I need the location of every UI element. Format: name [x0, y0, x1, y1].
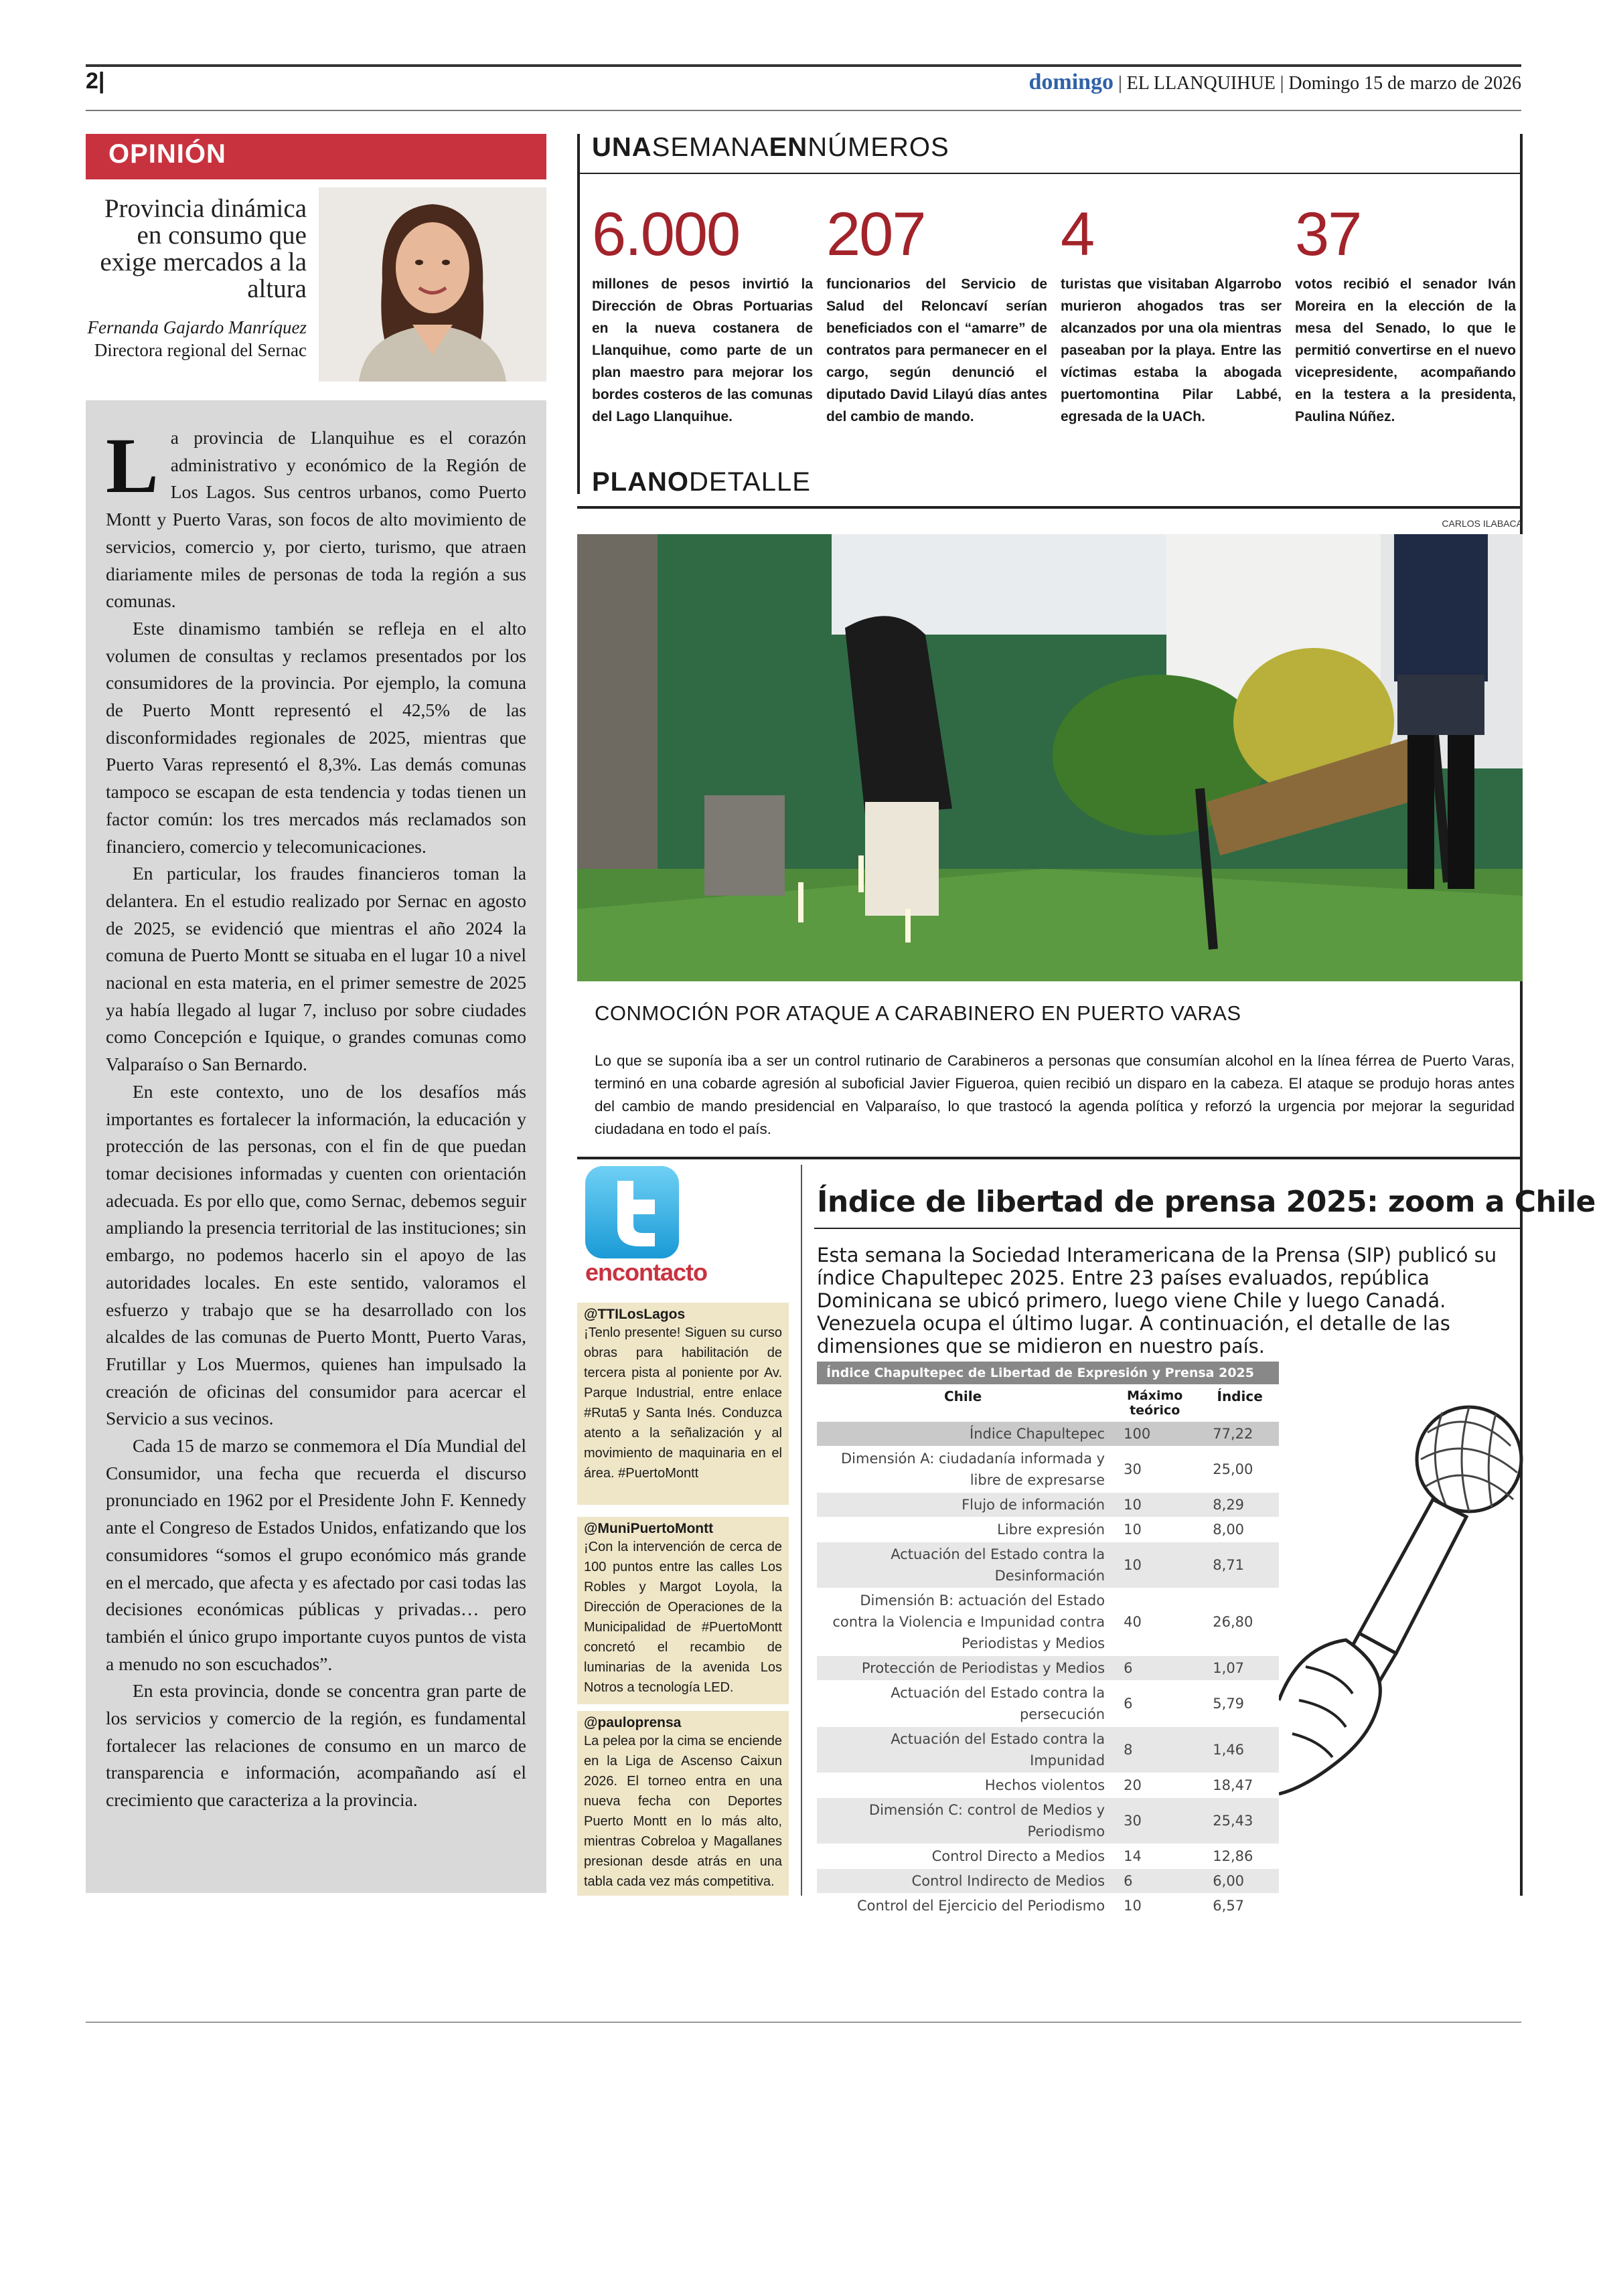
row-label: Control Directo a Medios: [817, 1844, 1109, 1869]
table-row: [817, 1681, 1279, 1727]
issue-date: Domingo 15 de marzo de 2026: [1288, 73, 1521, 94]
row-label: Actuación del Estado contra la persecución: [817, 1681, 1109, 1727]
tweet-handle: @pauloprensa: [584, 1715, 682, 1730]
plano-top-rule: [577, 506, 1523, 509]
twitter-t-icon: [585, 1166, 679, 1258]
chapultepec-table: [817, 1362, 1279, 1918]
opinion-paragraph: En esta provincia, donde se concentra gran parte de los servicios y comercio de la región, es fundamental fortalecer las relaciones de consumo en un marco de transparencia e información, acompañando así el crecimiento que caracteriza a la provincia.: [106, 1680, 526, 1811]
row-max: 6: [1109, 1681, 1201, 1727]
publication-name: | EL LLANQUIHUE |: [1118, 73, 1284, 94]
number-text: votos recibió el senador Iván Moreira en la elección de la mesa del Senado, lo que le permitió convertirse en el nuevo vicepresidente, acompañando en la testera a la presidenta, Paulina Núñez.: [1295, 276, 1516, 424]
row-index: 5,79: [1201, 1681, 1279, 1727]
twitter-divider: [801, 1165, 802, 1896]
top-rule: [86, 64, 1521, 67]
row-max: 100: [1109, 1422, 1201, 1447]
row-max: 10: [1109, 1518, 1201, 1542]
plano-bottom-rule: [577, 1157, 1523, 1159]
microphone-hand-icon: [1279, 1386, 1527, 1881]
tweet-card: [577, 1303, 789, 1505]
row-label: Libre expresión: [817, 1518, 1109, 1542]
number-text: turistas que visitaban Algarrobo murieron ahogados tras ser alcanzados por una ola mientras paseaban por la playa. Entre las víctimas estaba la abogada puertomontina Pilar Labbé, egresada de la UACh.: [1061, 276, 1282, 424]
table-caption: Índice Chapultepec de Libertad de Expresión y Prensa 2025: [817, 1362, 1279, 1384]
table-row: [817, 1656, 1279, 1681]
encontacto-label: encontacto: [585, 1258, 708, 1286]
row-index: 8,00: [1201, 1518, 1279, 1542]
row-max: 10: [1109, 1493, 1201, 1518]
table-row: [817, 1844, 1279, 1869]
news-body: Lo que se suponía iba a ser un control rutinario de Carabineros a personas que consumían alcohol en la línea férrea de Puerto Varas, terminó en una cobarde agresión al suboficial Javier Figueroa, quien recibió un disparo en la cabeza. El ataque se produjo horas antes del cambio de mando presidencial en Valparaíso, lo que trastocó la agenda política y reforzó la urgencia por mejorar la seguridad ciudadana en todo el país.: [595, 1052, 1515, 1137]
tweet-text: ¡Con la intervención de cerca de 100 puntos entre las calles Los Robles y Margot Loyola, la Dirección de Operaciones de la Municipalidad de #PuertoMontt concretó el recambio de luminarias de la avenida Los Notros a tecnología LED.: [584, 1540, 782, 1695]
section-name: domingo: [1028, 70, 1114, 94]
row-max: 8: [1109, 1727, 1201, 1773]
column-header-max: Máximo teórico: [1109, 1384, 1201, 1422]
table-row: [817, 1493, 1279, 1518]
vigil-photo-illustration: [577, 534, 1523, 981]
week-numbers-heading: UNASEMANAENNÚMEROS: [592, 133, 949, 162]
number-item: [592, 201, 813, 428]
row-max: 6: [1109, 1656, 1201, 1681]
row-index: 8,71: [1201, 1542, 1279, 1588]
opinion-banner: [86, 134, 546, 179]
row-max: 10: [1109, 1894, 1201, 1918]
row-label: Hechos violentos: [817, 1773, 1109, 1798]
table-row: [817, 1727, 1279, 1773]
row-index: 6,00: [1201, 1869, 1279, 1894]
row-label: Control del Ejercicio del Periodismo: [817, 1894, 1109, 1918]
number-item: [826, 201, 1047, 428]
drop-cap: L: [106, 422, 159, 509]
footer-rule: [86, 2022, 1521, 2023]
opinion-banner-label: OPINIÓN: [108, 139, 226, 169]
row-index: 25,00: [1201, 1447, 1279, 1493]
row-max: 30: [1109, 1798, 1201, 1844]
row-max: 14: [1109, 1844, 1201, 1869]
press-title-rule: [814, 1228, 1523, 1229]
plano-detalle-heading: PLANODETALLE: [592, 467, 811, 497]
row-index: 8,29: [1201, 1493, 1279, 1518]
row-label: Dimensión A: ciudadanía informada y libre de expresarse: [817, 1447, 1109, 1493]
news-headline: CONMOCIÓN POR ATAQUE A CARABINERO EN PUERTO VARAS: [595, 1001, 1241, 1025]
number-value: 207: [826, 200, 925, 268]
tweet-card: [577, 1517, 789, 1704]
number-value: 4: [1061, 200, 1094, 268]
opinion-title: Provincia dinámica en consumo que exige mercados a la altura: [100, 194, 307, 303]
table-row: [817, 1542, 1279, 1588]
row-index: 1,07: [1201, 1656, 1279, 1681]
table-row: [817, 1798, 1279, 1844]
tweet-handle: @TTILosLagos: [584, 1307, 686, 1322]
table-row: [817, 1422, 1279, 1447]
table-row: [817, 1518, 1279, 1542]
author-portrait: [319, 187, 546, 382]
twitter-bird-icon: [585, 1166, 679, 1258]
row-index: 18,47: [1201, 1773, 1279, 1798]
opinion-paragraph: En este contexto, uno de los desafíos más importantes es fortalecer la información, la educación y protección de las personas, con el fin de que puedan tomar decisiones informadas y cuenten con orientación adecuada. Es por ello que, como Sernac, debemos seguir ampliando la presencia territorial de las instituciones; sin embargo, no podemos hacerlo sin el apoyo de las autoridades locales. En este sentido, valoramos el esfuerzo y trabajo que se ha desarrollado con los alcaldes de las comunas de Puerto Montt, Puerto Varas, Frutillar y Los Muermos, quienes han impulsado la creación de oficinas del consumidor para acercar el Servicio a sus vecinos.: [106, 1080, 526, 1429]
tweet-card: [577, 1711, 789, 1896]
row-max: 10: [1109, 1542, 1201, 1588]
author-portrait-illustration: [319, 187, 546, 382]
row-label: Dimensión C: control de Medios y Periodismo: [817, 1798, 1109, 1844]
number-text: funcionarios del Servicio de Salud del Reloncaví serían beneficiados con el “amarre” de contratos para permanecer en el cargo, según denunció el diputado David Lilayú días antes del cambio de mando.: [826, 276, 1047, 424]
row-max: 30: [1109, 1447, 1201, 1493]
row-label: Actuación del Estado contra la Desinformación: [817, 1542, 1109, 1588]
row-label: Flujo de información: [817, 1493, 1109, 1518]
row-max: 40: [1109, 1588, 1201, 1656]
row-label: Índice Chapultepec: [817, 1422, 1109, 1447]
column-header-chile: Chile: [817, 1384, 1109, 1422]
week-header-rule: [577, 173, 1523, 174]
opinion-author-role: Directora regional del Sernac: [94, 340, 307, 360]
row-max: 20: [1109, 1773, 1201, 1798]
row-index: 25,43: [1201, 1798, 1279, 1844]
tweet-handle: @MuniPuertoMontt: [584, 1521, 714, 1536]
opinion-paragraph: En particular, los fraudes financieros toman la delantera. En el estudio realizado por Sernac en agosto de 2025, se evidenció que mientras el año 2024 la comuna de Puerto Montt se situaba en el lugar 10 a nivel nacional en esta materia, en el primer semestre de 2025 ya había llegado al lugar 7, incluso por sobre ciudades como Concepción e Iquique, o grandes comunas como Valparaíso o San Bernardo.: [106, 863, 526, 1075]
table-row: [817, 1894, 1279, 1918]
row-max: 6: [1109, 1869, 1201, 1894]
opinion-paragraph: Cada 15 de marzo se conmemora el Día Mundial del Consumidor, una fecha que recuerda el discurso pronunciado en 1962 por el Presidente John F. Kennedy ante el Congreso de Estados Unidos, enfatizando que los consumidores “somos el grupo económico más grande en el mercado, que afecta y es afectado por casi todas las decisiones económicas públicas y privadas… pero también el único grupo importante cuyos puntos de vista a menudo no son escuchados”.: [106, 1435, 526, 1674]
row-index: 12,86: [1201, 1844, 1279, 1869]
masthead: [1028, 70, 1521, 95]
table-row: [817, 1588, 1279, 1656]
number-item: [1061, 201, 1282, 428]
table-row: [817, 1447, 1279, 1493]
tweet-text: ¡Tenlo presente! Siguen su curso obras para habilitación de tercera pista al poniente por Av. Parque Industrial, entre enlace #Ruta5 y Santa Inés. Conduzca atento a la señalización y al movimiento de maquinaria en el área. #PuertoMontt: [584, 1325, 782, 1481]
table-row: [817, 1773, 1279, 1798]
column-header-index: Índice: [1201, 1384, 1279, 1422]
row-label: Dimensión B: actuación del Estado contra la Violencia e Impunidad contra Periodistas y Medios: [817, 1588, 1109, 1656]
row-label: Actuación del Estado contra la Impunidad: [817, 1727, 1109, 1773]
opinion-paragraph: La provincia de Llanquihue es el corazón administrativo y económico de la Región de Los Lagos. Sus centros urbanos, como Puerto Montt y Puerto Varas, son focos de alto movimiento de servicios, comercio y, por cierto, turismo, que atraen diariamente miles de personas de toda la región a sus comunas.: [106, 422, 526, 612]
row-label: Control Indirecto de Medios: [817, 1869, 1109, 1894]
press-freedom-title: Índice de libertad de prensa 2025: zoom a Chile: [817, 1185, 1596, 1219]
opinion-article: [86, 400, 546, 1893]
microphone-illustration: [1279, 1386, 1527, 1881]
row-index: 6,57: [1201, 1894, 1279, 1918]
page-number: 2|: [86, 68, 105, 94]
frame-line-left: [577, 134, 580, 494]
number-item: [1295, 201, 1516, 428]
number-text: millones de pesos invirtió la Dirección de Obras Portuarias en la nueva costanera de Llanquihue, como parte de un plan maestro para mejorar los bordes costeros de las comunas del Lago Llanquihue.: [592, 276, 813, 424]
header-divider: [86, 110, 1521, 111]
number-value: 6.000: [592, 200, 740, 268]
photo-credit: CARLOS ILABACA: [1442, 518, 1523, 529]
row-label: Protección de Periodistas y Medios: [817, 1656, 1109, 1681]
row-index: 26,80: [1201, 1588, 1279, 1656]
news-photo: [577, 534, 1523, 981]
table-row: [817, 1869, 1279, 1894]
table-body: [817, 1422, 1279, 1918]
row-index: 77,22: [1201, 1422, 1279, 1447]
opinion-author: Fernanda Gajardo Manríquez: [87, 317, 307, 337]
number-value: 37: [1295, 200, 1361, 268]
row-index: 1,46: [1201, 1727, 1279, 1773]
opinion-paragraph: Este dinamismo también se refleja en el alto volumen de consultas y reclamos presentados por los consumidores de la provincia. Por ejemplo, la comuna de Puerto Montt representó el 42,5% de las disconformidades regionales de 2025, mientras que Puerto Varas representó el 8,3%. Las demás comunas tampoco se escapan de esta tendencia y todas tienen un factor común: los tres mercados más reclamados son financiero, comercio y telecomunicaciones.: [106, 617, 526, 857]
press-freedom-lead: Esta semana la Sociedad Interamericana de la Prensa (SIP) publicó su índice Chapultepec 2025. Entre 23 países evaluados, república Dominicana se ubicó primero, luego viene Chile y luego Canadá. Venezuela ocupa el último lugar. A continuación, el detalle de las dimensiones que se midieron en nuestro país.: [817, 1244, 1497, 1358]
tweet-text: La pelea por la cima se enciende en la Liga de Ascenso Caixun 2026. El torneo entra en una nueva fecha con Deportes Puerto Montt en lo más alto, mientras Cobreloa y Magallanes presionan desde atrás en una tabla cada vez más competitiva.: [584, 1734, 782, 1889]
